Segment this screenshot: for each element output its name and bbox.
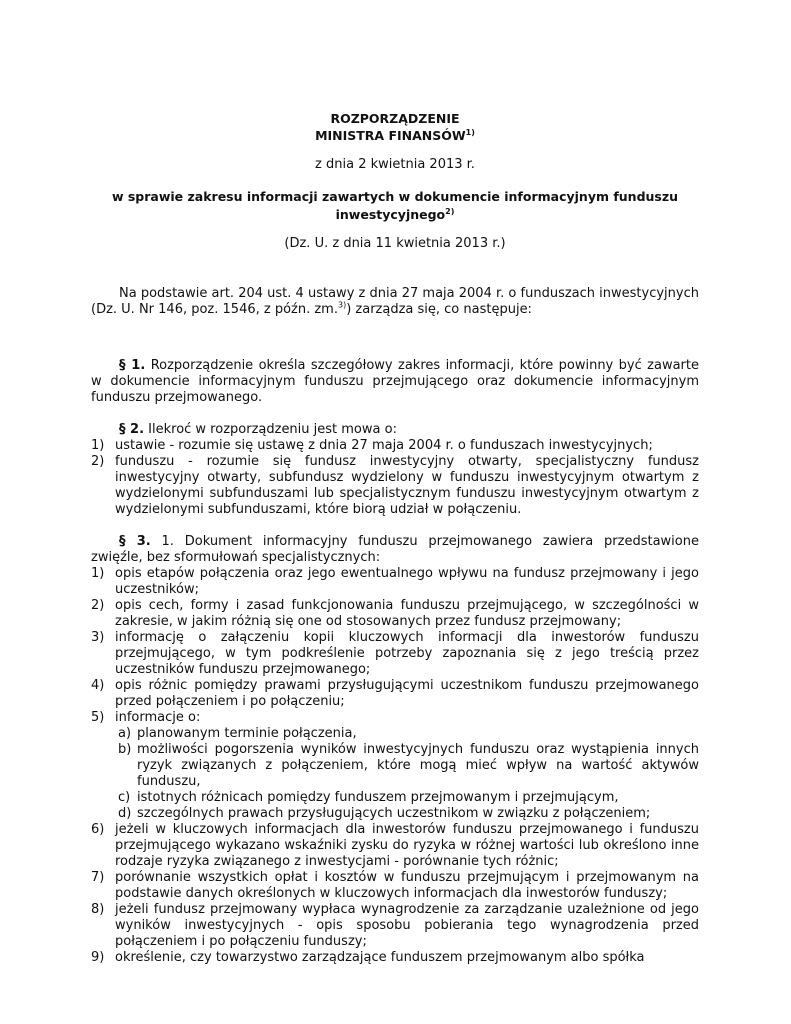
- section-3: [91, 534, 699, 966]
- list-item-text: funduszu - rozumie się fundusz inwestycyjny otwarty, specjalistyczny fundusz inwestycyjny otwarty, subfundusz wydzielony w funduszu inwestycyjnym otwartym z wydzielonymi subfunduszami lub specjalistycznym funduszu inwestycyjnym otwartym z wydzielonymi subfunduszami, które biorą udział w połączeniu.: [115, 454, 699, 517]
- document-content: [91, 110, 699, 966]
- intro-text-after: ) zarządza się, co następuje:: [346, 302, 532, 317]
- list-item-number: 3): [91, 630, 105, 645]
- subject-footnote: 2): [445, 206, 455, 216]
- section-3-mark: § 3.: [119, 534, 151, 549]
- list-item-text: opis cech, formy i zasad funkcjonowania funduszu przejmującego, w szczególności w zakresie, w jakim różnią się one od stosowanych przez fundusz przejmowany;: [115, 598, 699, 629]
- list-item: [91, 630, 699, 678]
- list-item-number: 1): [91, 566, 105, 581]
- list-item-number: 6): [91, 822, 105, 837]
- list-item-text: informację o załączeniu kopii kluczowych informacji dla inwestorów funduszu przejmującego, w tym podkreślenie potrzeby zapoznania się z jego treścią przez uczestników funduszu przejmowanego;: [115, 630, 699, 677]
- title-line-2: [91, 127, 699, 144]
- list-item: [91, 454, 699, 518]
- list-item-number: 2): [91, 598, 105, 613]
- section-1-text: Rozporządzenie określa szczegółowy zakres informacji, które powinny być zawarte w dokumencie informacyjnym funduszu przejmującego oraz dokumencie informacyjnym funduszu przejmowanego.: [91, 358, 699, 405]
- section-2-mark: § 2.: [119, 422, 145, 437]
- list-item-number: 5): [91, 710, 105, 725]
- list-item-number: 9): [91, 950, 105, 965]
- section-2: [91, 422, 699, 518]
- list-item-number: 8): [91, 902, 105, 917]
- list-item-number: 2): [91, 454, 105, 469]
- sub-list-item: [91, 726, 699, 742]
- list-item-number: 1): [91, 438, 105, 453]
- list-item-text: jeżeli fundusz przejmowany wypłaca wynagrodzenie za zarządzanie uzależnione od jego wyników inwestycyjnych - opis sposobu pobierania tego wynagrodzenia przed połączeniem i po połączeniu funduszy;: [115, 902, 699, 949]
- sub-list-item-text: szczególnych prawach przysługujących uczestnikom w związku z połączeniem;: [137, 806, 651, 821]
- regulation-subject: [91, 188, 699, 224]
- regulation-title: [91, 110, 699, 144]
- list-item-text: informacje o:: [115, 710, 201, 725]
- sub-list-item-letter: c): [118, 790, 131, 805]
- section-3-lead: [91, 534, 699, 566]
- list-item-text: porównanie wszystkich opłat i kosztów w funduszu przejmującym i przejmowanym na podstawie danych określonych w kluczowych informacjach dla inwestorów funduszy;: [115, 870, 699, 901]
- list-item: [91, 950, 699, 966]
- title-footnote: 1): [465, 127, 475, 137]
- sub-list-item-letter: d): [118, 806, 132, 821]
- list-item: [91, 598, 699, 630]
- sub-list-item: [91, 806, 699, 822]
- sub-list-item-text: planowanym terminie połączenia,: [137, 726, 357, 741]
- sub-list-item-letter: a): [118, 726, 132, 741]
- list-item: [91, 678, 699, 710]
- section-1-mark: § 1.: [119, 358, 146, 373]
- sub-list-item-text: istotnych różnicach pomiędzy funduszem przejmowanym i przejmującym,: [137, 790, 619, 805]
- title-line-2-text: MINISTRA FINANSÓW: [315, 128, 466, 143]
- regulation-date: z dnia 2 kwietnia 2013 r.: [315, 157, 475, 172]
- list-item-text: ustawie - rozumie się ustawę z dnia 27 maja 2004 r. o funduszach inwestycyjnych;: [115, 438, 653, 453]
- intro-footnote: 3): [337, 300, 347, 310]
- journal-reference: (Dz. U. z dnia 11 kwietnia 2013 r.): [284, 236, 506, 251]
- list-item: [91, 870, 699, 902]
- section-3-text: 1. Dokument informacyjny funduszu przejmowanego zawiera przedstawione zwięźle, bez sformułowań specjalistycznych:: [91, 534, 699, 565]
- sub-list-item: [91, 742, 699, 790]
- subject-text: w sprawie zakresu informacji zawartych w dokumencie informacyjnym funduszu inwestycyjnego: [111, 189, 679, 222]
- list-item-text: opis różnic pomiędzy prawami przysługującymi uczestnikom funduszu przejmowanego przed połączeniem i po połączeniu;: [115, 678, 699, 709]
- list-item: [91, 902, 699, 950]
- list-item-text: opis etapów połączenia oraz jego ewentualnego wpływu na fundusz przejmowany i jego uczestników;: [115, 566, 699, 597]
- list-item-number: 7): [91, 870, 105, 885]
- list-item: [91, 438, 699, 454]
- section-2-text: Ilekroć w rozporządzeniu jest mowa o:: [148, 422, 397, 437]
- sub-list-item-letter: b): [118, 742, 132, 757]
- list-item: [91, 566, 699, 598]
- list-item-text: jeżeli w kluczowych informacjach dla inwestorów funduszu przejmowanego i funduszu przejmującego wykazano wskaźniki zysku do ryzyka w różnej wartości lub określono inne rodzaje ryzyka związanego z inwestycjami - porównanie tych różnic;: [115, 822, 699, 869]
- section-1: [91, 358, 699, 406]
- sub-list-item: [91, 790, 699, 806]
- intro-text-before: Na podstawie art. 204 ust. 4 ustawy z dnia 27 maja 2004 r. o funduszach inwestycyjnych (Dz. U. Nr 146, poz. 1546, z późn. zm.: [91, 286, 699, 317]
- title-line-1: ROZPORZĄDZENIE: [330, 111, 460, 126]
- list-item: [91, 822, 699, 870]
- sub-list-item-text: możliwości pogorszenia wyników inwestycyjnych funduszu oraz wystąpienia innych ryzyk związanych z połączeniem, które mogą mieć wpływ na wartość aktywów funduszu,: [137, 742, 699, 789]
- list-item-number: 4): [91, 678, 105, 693]
- legal-basis-paragraph: [91, 286, 699, 318]
- section-2-lead: [91, 422, 699, 438]
- list-item: [91, 710, 699, 726]
- list-item-text: określenie, czy towarzystwo zarządzające funduszem przejmowanym albo spółka: [115, 950, 645, 965]
